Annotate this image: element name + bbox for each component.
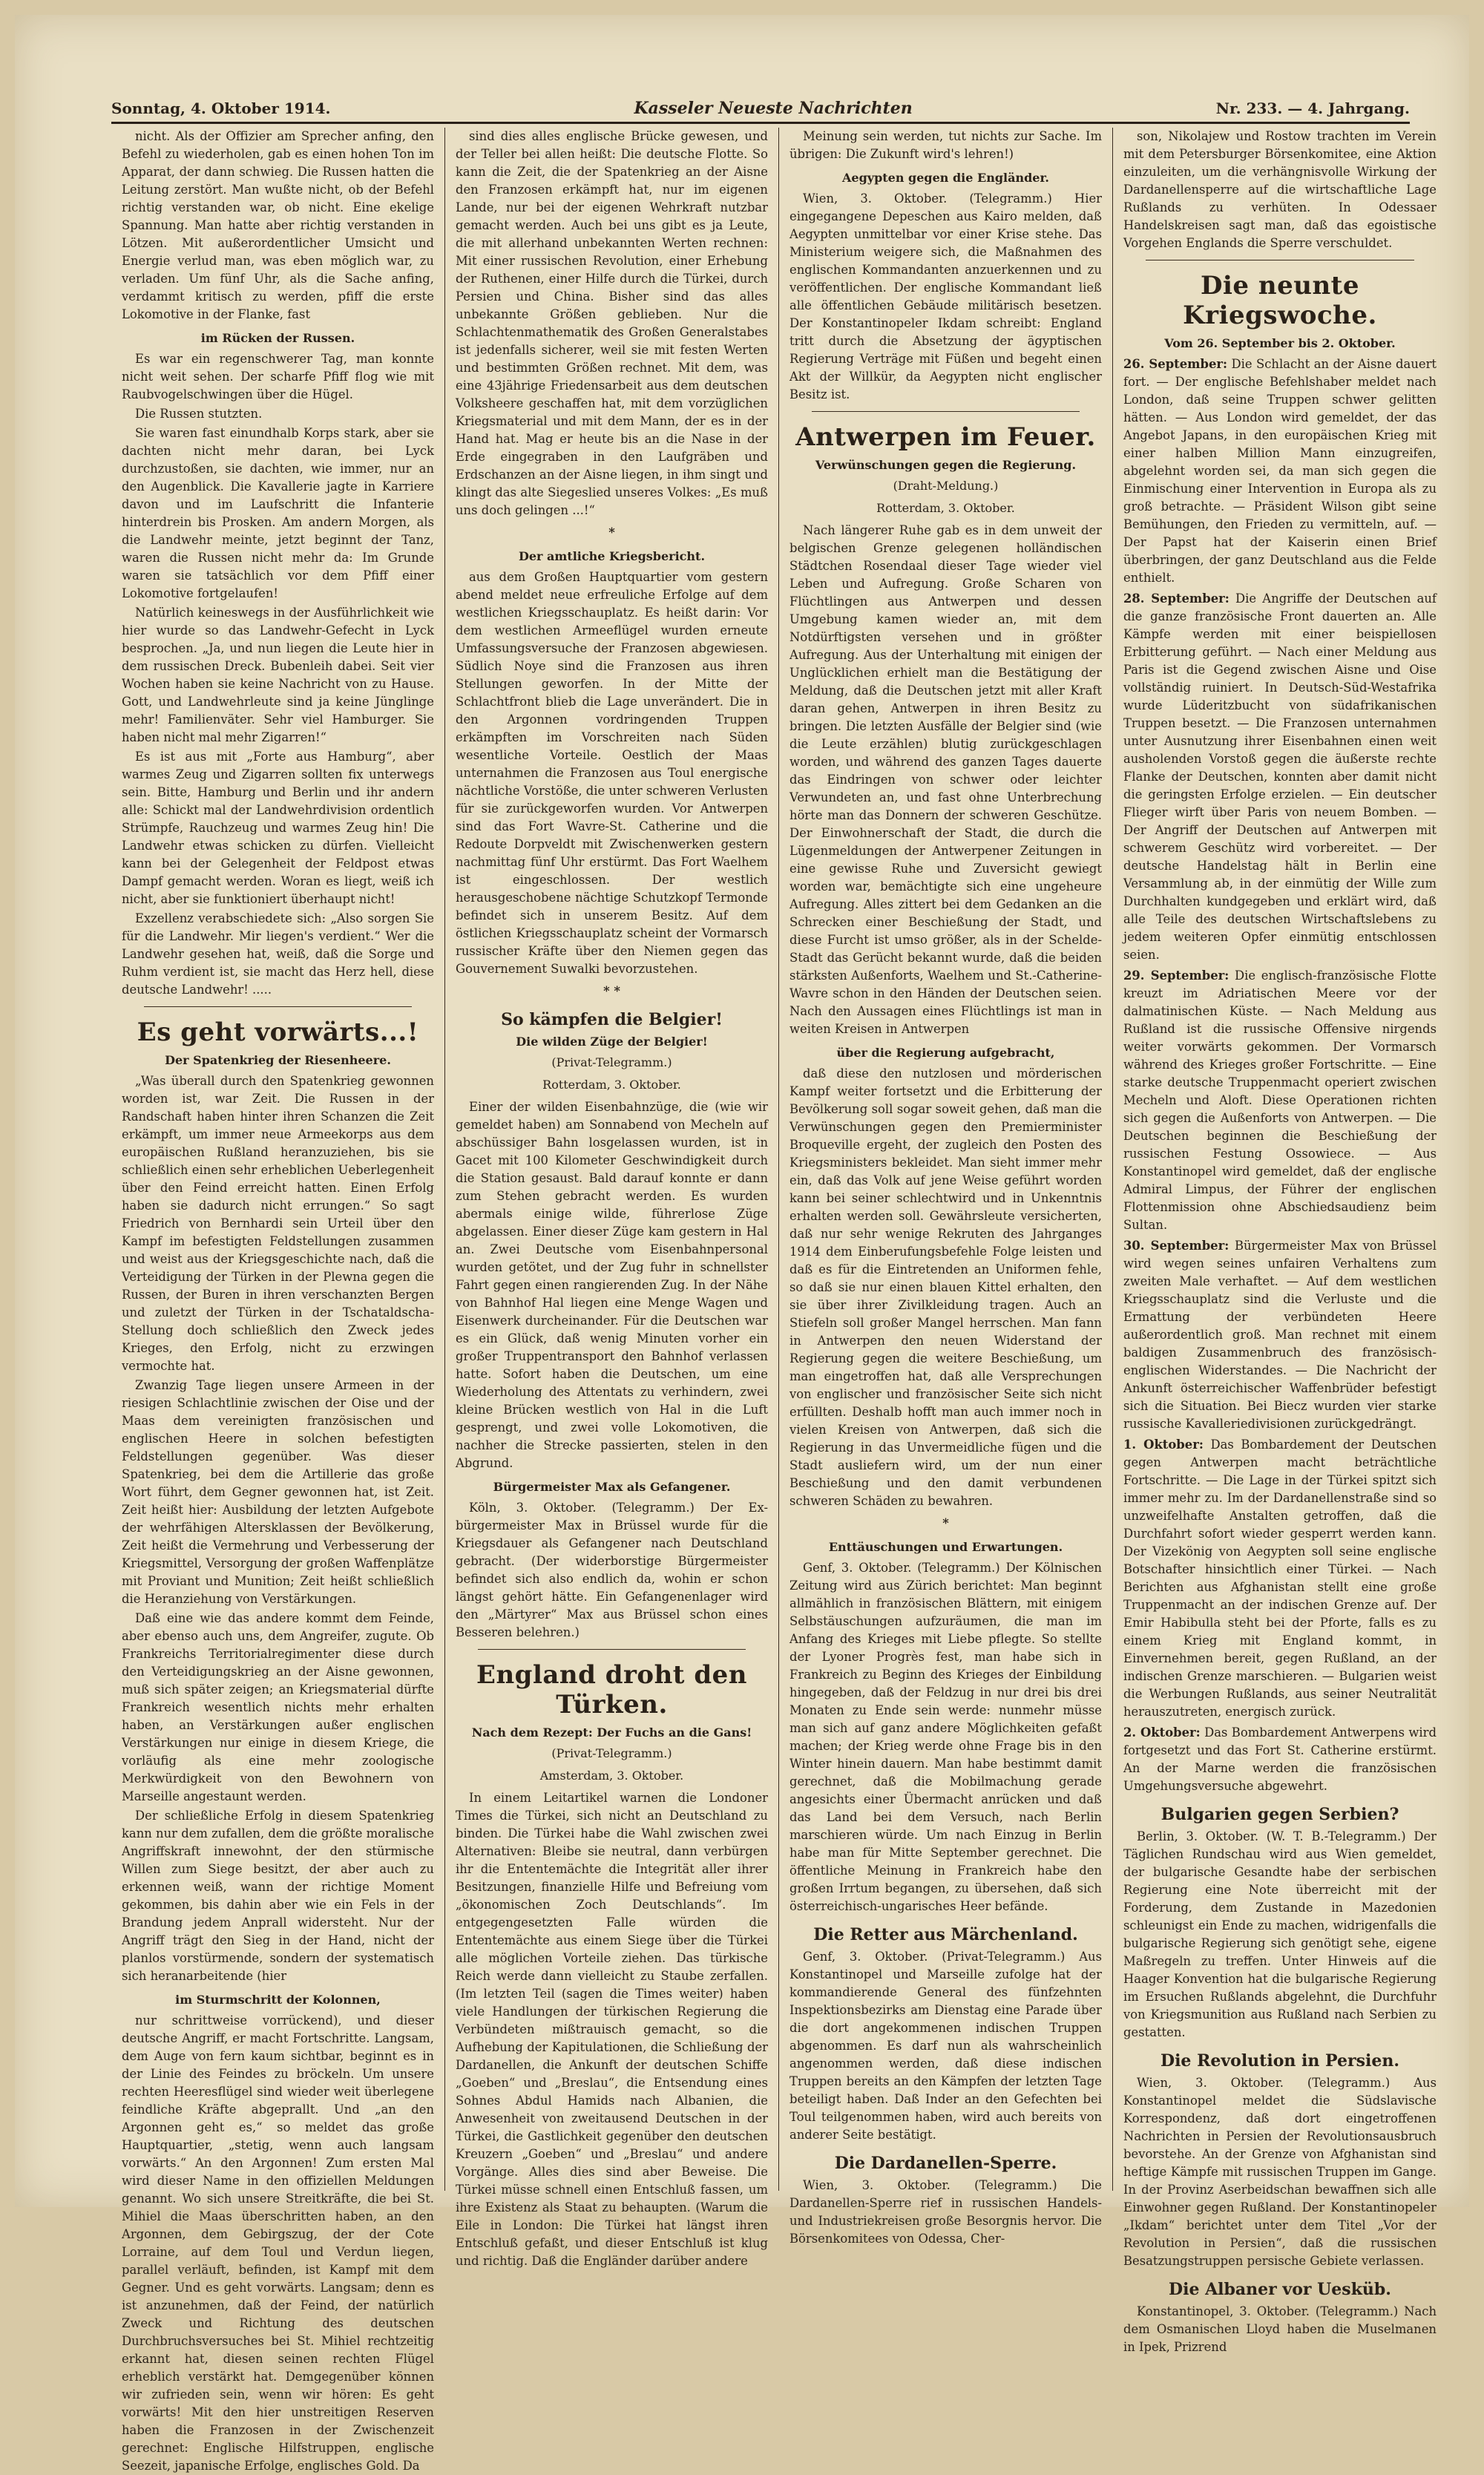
paragraph: sind dies alles englische Brücke gewesen, und der Teller bei allen heißt: Die deutsche Flotte. So kann die Zeit, die der Spatenkrieg an der Aisne den Franzosen erkämpft hat, nur im eigenen Lande, nur bei der eigenen Wehrkraft nutzbar gemacht werden. Auch bei uns gibt es ja Leute, die mit allerhand unbekannten Werten rechnen: Mit einer russischen Revolution, einer Erhebung der Ruthenen, einer Hilfe durch die Türkei, durch Persien und China. Bisher sind das alles unbekannte Größen geblieben. Nur die Schlachtenmathematik des Großen Generalstabes ist jedenfalls sicherer, weil sie mit festen Werten und bestimmten Größen rechnet. Mit dem, was eine 43jährige Friedensarbeit aus dem deutschen Volksheere geschaffen hat, mit dem vorzüglichen Kriegsmaterial und mit dem Mann, der es in der Hand hat. Mag er heute bis an die Nase in der Erde eingegraben in den Laufgräben und Erdschanzen an der Aisne liegen, in ihm singt und klingt das alte Siegeslied unseres Volkes: „Es muß uns doch gelingen ...!“ — [456, 129, 768, 517]
headline-bulgarien: Bulgarien gegen Serbien? — [1160, 1805, 1399, 1824]
column-2 — [445, 128, 779, 2268]
dateline: Amsterdam, 3. Oktober. — [539, 1768, 684, 1783]
source-line: (Privat-Telegramm.) — [551, 1055, 672, 1069]
entry-text: Die Angriffe der Deutschen auf die ganze französische Front dauerten an. Alle Kämpfe werden mit einer beispiellosen Erbitterung geführt. — Nach einer Meldung aus Paris ist die Gegend zwischen Aisne und Oise vollständig ruiniert. In Deutsch-Süd-Westafrika wurde Lüderitzbucht von südafrikanischen Truppen besetzt. — Die Franzosen unternahmen unter Ausnutzung ihrer Eisenbahnen einen weit ausholenden Vorstoß gegen die äußerste rechte Flanke der Deutschen, konnten aber damit nicht die geringsten Erfolge erzielen. — Ein deutscher Flieger wirft über Paris von neuem Bomben. — Der Angriff der Deutschen auf Antwerpen mit schwerem Geschütz wird vorbereitet. — Der deutsche Handelstag hält in Berlin eine Versammlung ab, in der einmütig der Wille zum Durchhalten kundgegeben und erklärt wird, daß alle Teile des deutschen Wirtschaftslebens zu jedem weiteren Opfer einmütig entschlossen seien. — [1123, 591, 1437, 962]
chronicle-entry — [1123, 355, 1437, 587]
headline-enttaeuschungen: Enttäuschungen und Erwartungen. — [828, 1540, 1063, 1554]
paragraph: Daß eine wie das andere kommt dem Feinde, aber ebenso auch uns, dem Angreifer, zugute. Ob Frankreichs Territorialregimenter diese durch den Verteidigungskrieg an der Aisne gewonnen, muß sich später zeigen; an Kriegsmaterial dürfte Frankreich wesentlich nichts mehr erhalten haben, an Verstärkungen außer englischen Verstärkungen nur einige in diesem Kriege, die vorläufig als eine mehr zoologische Merkwürdigkeit von den Bewohnern von Marseille angestaunt werden. — [122, 1611, 434, 1803]
subheadline: Verwünschungen gegen die Regierung. — [815, 458, 1077, 472]
headline-persien: Die Revolution in Persien. — [1160, 2051, 1399, 2071]
headline-dardanellen: Die Dardanellen-Sperre. — [834, 2154, 1057, 2173]
paragraph: son, Nikolajew und Rostow trachten im Verein mit dem Petersburger Börsenkomitee, eine Aktion einzuleiten, um die verhängnisvolle Wirkung der Dardanellensperre auf die wirtschaftliche Lage Rußlands zu verhüten. In Odessaer Handelskreisen sagt man, daß das egoistische Vorgehen Englands die Sperre verschuldet. — [1123, 129, 1437, 250]
subheadline: Die wilden Züge der Belgier! — [516, 1035, 708, 1049]
entry-text: Das Bombardement der Deutschen gegen Antwerpen macht beträchtliche Fortschritte. — Die Lage in der Türkei spitzt sich immer mehr zu. Im der Dardanellenstraße sind so unzweifelhafte Anstalten getroffen, daß die Durchfahrt sofort wieder gesperrt werden kann. Der Vizekönig von Aegypten soll seine englische Botschafter hinsichtlich einer Türkei. — Nach Berichten aus Afghanistan stellt eine große Truppenmacht an der indischen Grenze auf. Der Emir Habibulla steht bei der Pforte, falls es zu einem Krieg mit England kommt, in Einvernehmen bereit, gegen Rußland, an der indischen Grenze marschieren. — Bulgarien weist die Werbungen Rußlands, aus seiner Neutralität herauszutreten, energisch zurück. — [1123, 1438, 1437, 1719]
paragraph: Natürlich keineswegs in der Ausführlichkeit wie hier wurde so das Landwehr-Gefecht in Lyck besprochen. „Ja, und nun liegen die Leute hier in dem russischen Dreck. Bubenleih dabei. Seit vier Wochen haben sie keine Nachricht von zu Hause. Gott, und Landwehrleute sind ja keine Jünglinge mehr! Familienväter. Sehr viel Hamburger. Sie haben nicht mal mehr Zigarren!“ — [122, 606, 434, 744]
paragraph: „Was überall durch den Spatenkrieg gewonnen worden ist, war Zeit. Die Russen in der Randschaft haben hinter ihren Schanzen die Zeit erkämpft, um immer neue Armeekorps aus dem europäischen Rußland heranzuziehen, bis sie schließlich einen sehr erheblichen Ueberlegenheit über den Feind erreicht hatten. Einen Erfolg haben sie dadurch nicht errungen.“ So sagt Friedrich von Bernhardi sein Urteil über den Kampf im befestigten Feldstellungen zusammen und weist aus der Kriegsgeschichte nach, daß die Verteidigung der Türken in der Plewna gegen die Russen, der Buren in ihren verschanzten Bergen und zuletzt der Türken in der Tschataldscha-Stellung doch schließlich den Zweck jedes Krieges, den Erfolg, nicht zu erzwingen vermochte hat. — [122, 1074, 434, 1373]
paragraph: Zwanzig Tage liegen unsere Armeen in der riesigen Schlachtlinie zwischen der Oise und der Maas dem vereinigten französischen und englischen Heere in solchen befestigten Feldstellungen gegenüber. Was dieser Spatenkrieg, bei dem die Artillerie das große Wort führt, dem Gegner gewonnen hat, ist Zeit. Zeit heißt hier: Ausbildung der letzten Aufgebote der wehrfähigen Altersklassen der Bevölkerung, Zeit heißt die Vermehrung und Verbesserung der Kriegsmittel, Versorgung der großen Waffenplätze mit Proviant und Munition; Zeit heißt schließlich die Heranziehung von Verstärkungen. — [122, 1378, 434, 1606]
chronicle-entry — [1123, 967, 1437, 1234]
column-4 — [1113, 128, 1447, 2354]
entry-date: 1. Oktober: — [1123, 1438, 1204, 1452]
headline-belgier: So kämpfen die Belgier! — [501, 1010, 723, 1029]
chronicle-entry — [1123, 590, 1437, 964]
divider — [812, 411, 1080, 412]
subheadline: Nach dem Rezept: Der Fuchs an die Gans! — [471, 1725, 752, 1740]
headline-retter: Die Retter aus Märchenland. — [813, 1925, 1078, 1944]
subheadline: Vom 26. September bis 2. Oktober. — [1164, 336, 1396, 350]
subheading: im Sturmschritt der Kolonnen, — [175, 1993, 381, 2007]
entry-text: Die englisch-französische Flotte kreuzt im Adriatischen Meere vor der dalmatinischen Küste. — Nach Meldung aus Rußland ist die russische Offensive nirgends weiter vorwärts gekommen. Der Vormarsch während des Krieges großer Fortschritte. — Eine starke deutsche Truppenmacht operiert zwischen Mecheln und Aloft. Diese Operationen richten sich gegen die Außenforts von Antwerpen. — Die Deutschen beginnen die Beschießung der russischen Festung Ossowiece. — Aus Konstantinopel wird gemeldet, daß der englische Admiral Limpus, der Führer der englischen Flottenmission ohne Abschiedsaudienz beim Sultan. — [1123, 968, 1437, 1232]
paragraph: Nach längerer Ruhe gab es in dem unweit der belgischen Grenze gelegenen holländischen Städtchen Rosendaal dieser Tage wieder viel Leben und Aufregung. Große Scharen von Flüchtlingen aus Antwerpen und dessen Umgebung kamen wieder an, mit dem Notdürftigsten versehen und in größter Aufregung. Aus der Unterhaltung mit einigen der Unglücklichen erhielt man die Bestätigung der Meldung, daß die Deutschen jetzt mit aller Kraft daran gehen, Antwerpen in ihren Besitz zu bringen. Die letzten Ausfälle der Belgier sind (wie die Leute erzählen) blutig zurückgeschlagen worden, und während des ganzen Tages dauerte das Eindringen von schwer oder leichter Verwundeten an, und fast ohne Unterbrechung hörte man das Donnern der schweren Geschütze. Der Einwohnerschaft der Stadt, die durch die Lügenmeldungen der Antwerpener Zeitungen in eine gewisse Ruhe und Zuversicht gewiegt worden war, bemächtigte sich eine ungeheure Aufregung. Alles zittert bei dem Gedanken an die Schrecken einer Beschießung der Stadt, und diese Furcht ist umso größer, als in der Schelde-Stadt das Gerücht bekannt wurde, daß die beiden stärksten Außenforts, Waelhem und St.-Catherine-Wavre schon in den Händen der Deutschen seien. Nach den Aussagen eines Flüchtlings ist man in weiten Kreisen in Antwerpen — [789, 523, 1102, 1036]
dateline: Rotterdam, 3. Oktober. — [876, 501, 1015, 515]
entry-date: 26. September: — [1123, 357, 1228, 371]
star-separator: * * — [603, 984, 620, 998]
dateline: Rotterdam, 3. Oktober. — [542, 1078, 681, 1092]
paragraph: Es war ein regenschwerer Tag, man konnte nicht weit sehen. Der scharfe Pfiff flog wie mit Raubvogelschwingen über die Hügel. — [122, 352, 434, 401]
headline-kriegsbericht: Der amtliche Kriegsbericht. — [518, 549, 706, 563]
paragraph: Der schließliche Erfolg in diesem Spatenkrieg kann nur dem zufallen, dem die größte moralische Angriffskraft innewohnt, der den stürmische Willen zum Siege besitzt, der aber auch zu erkennen weiß, wann der richtige Moment gekommen, bis dahin aber wie ein Fels in der Brandung jedem Anprall widersteht. Nur der Angriff trägt den Sieg in der Hand, nicht der planlos vorstürmende, sondern der systematisch sich heranarbeitende (hier — [122, 1809, 434, 1983]
paragraph: nur schrittweise vorrückend), und dieser deutsche Angriff, er macht Fortschritte. Langsam, dem Auge von fern kaum sichtbar, beginnt es in der Linie des Feindes zu bröckeln. Um unsere rechten Heeresflügel sind wieder weit überlegene feindliche Kräfte abgeprallt. Und „an den Argonnen geht es,“ so meldet das große Hauptquartier, „stetig, wenn auch langsam vorwärts.“ An den Argonnen! Zum ersten Mal wird dieser Name in den offiziellen Meldungen genannt. Wo sich unsere Streitkräfte, die bei St. Mihiel die Maas überschritten haben, an den Argonnen, dem Gebirgszug, der der Cote Lorraine, auf dem Toul und Verdun liegen, parallel verläuft, befinden, ist Kampf mit dem Gegner. Und es geht vorwärts. Langsam; denn es ist anzunehmen, daß der Feind, der natürlich Zweck und Richtung des deutschen Durchbruchsversuches bei St. Mihiel rechtzeitig erkannt hat, diesen seinen rechten Flügel erheblich verstärkt hat. Demgegenüber können wir zufrieden sein, wenn wir hören: Es geht vorwärts! Mit den hier unstreitigen Reserven haben die Franzosen in der Zwischenzeit gerechnet: Englische Hilfstruppen, englische Seezeit, japanische Erfolge, englisches Gold. Da — [122, 2013, 434, 2473]
subheadline-spatenkrieg: Der Spatenkrieg der Riesenheere. — [165, 1053, 391, 1067]
source-line: (Privat-Telegramm.) — [551, 1746, 672, 1760]
headline-england: England droht den Türken. — [476, 1660, 747, 1720]
newspaper-page — [15, 15, 1469, 2473]
headline-aegypten: Aegypten gegen die Engländer. — [842, 171, 1049, 185]
paragraph: daß diese den nutzlosen und mörderischen Kampf weiter fortsetzt und die Erbitterung der Bevölkerung soll sogar soweit gehen, daß man die Verwünschungen gegen den Premierminister Broqueville ergeht, der zugleich den Posten des Kriegsministers bekleidet. Man sieht immer mehr ein, daß das Volk auf jene Weise geführt worden kann bei seiner schlechtwird und in Unkenntnis erhalten werden soll. Gewährsleute versicherten, daß nur sehr wenige Rekruten des Jahrganges 1914 dem Einberufungsbefehle Folge leisten und daß es für die Eintretenden an Uniformen fehle, so daß sie nur einen blauen Kittel erhalten, den sie über ihrer Zivilkleidung tragen. Auch an Stiefeln soll großer Mangel herrschen. Man fann in Antwerpen den neuen Widerstand der Regierung gegen die weitere Beschießung, um man eingetroffen hat, daß alle Versprechungen von englischer und französischer Seite sich nicht erfüllten. Deshalb hofft man auch immer noch in vielen Kreisen von Antwerpen, daß sich die Regierung in das Unvermeidliche fügen und die Stadt ausliefern wird, um der nun einer Beschießung und den damit verbundenen schweren Schäden zu bewahren. — [789, 1066, 1102, 1508]
column-3 — [779, 128, 1113, 2246]
column-1 — [111, 128, 445, 2473]
headline-vorwaerts: Es geht vorwärts...! — [137, 1017, 419, 1047]
paragraph: aus dem Großen Hauptquartier vom gestern abend meldet neue erfreuliche Erfolge auf dem westlichen Kriegsschauplatz. Es heißt darin: Vor dem westlichen Armeeflügel wurden erneute Umfassungsversuche der Franzosen abgewiesen. Südlich Noye sind die Franzosen aus ihren Stellungen geworfen. In der Mitte der Schlachtfront blieb die Lage unverändert. Die in den Argonnen vordringenden Truppen erkämpften im Vorschreiten nach Süden wesentliche Vorteile. Oestlich der Maas unternahmen die Franzosen aus Toul energische nächtliche Vorstöße, die unter schweren Verlusten für sie zurückgeworfen wurden. Vor Antwerpen sind das Fort Wavre-St. Catherine und die Redoute Dorpveldt mit Zwischenwerken gestern nachmittag fünf Uhr erstürmt. Das Fort Waelhem ist eingeschlossen. Der westlich herausgeschobene nächtige Schutzkopf Termonde befindet sich in unserem Besitz. Auf dem östlichen Kriegsschauplatz scheint der Vormarsch russischer Kräfte über den Niemen gegen das Gouvernement Suwalki bevorzustehen. — [456, 570, 768, 976]
divider — [144, 1006, 412, 1007]
chronicle-entry — [1123, 1436, 1437, 1721]
paragraph: In einem Leitartikel warnen die Londoner Times die Türkei, sich nicht an Deutschland zu binden. Die Türkei habe die Wahl zwischen zwei Alternativen: Bleibe sie neutral, dann verbürgen ihr die Ententemächte die Integrität aller ihrer Besitzungen, finanzielle Hilfe und Befreiung vom „ökonomischen Zoch Deutschlands“. Im entgegengesetzten Falle würden die Ententemächte aus einem Siege über die Türkei alle möglichen Vorteile ziehen. Das türkische Reich werde dann vielleicht zu Staube zerfallen. (Im letzten Teil (sagen die Times weiter) haben viele Handlungen der türkischen Regierung die Verbündeten mißtrauisch gemacht, so die Aufhebung der Kapitulationen, die Schließung der Dardanellen, die Ankunft der deutschen Schiffe „Goeben“ und „Breslau“, die Entsendung eines Sohnes Abdul Hamids nach Albanien, die Anwesenheit von zweitausend Deutschen in der Türkei, die Gastlichkeit gegenüber den deutschen Kreuzern „Goeben“ und „Breslau“ und andere Vorgänge. Alles dies sind aber Beweise. Die Türkei müsse schnell einen Entschluß fassen, um ihre Existenz als Staat zu behaupten. (Warum die Eile in London: Die Türkei hat längst ihren Entschluß gefaßt, und dieser Entschluß ist klug und richtig. Daß die Engländer darüber andere — [456, 1791, 768, 2268]
paragraph: Es ist aus mit „Forte aus Hamburg“, aber warmes Zeug und Zigarren sollten fix unterwegs sein. Bitte, Hamburg und Berlin und ihr andern alle: Schickt mal der Landwehrdivision ordentlich Strümpfe, Rauchzeug und warmes Zeug hin! Die Landwehr etwas schicken zu dürfen. Vielleicht kann bei der Gelegenheit der Feldpost etwas Dampf gemacht werden. Woran es liegt, weiß ich nicht, aber sie funktioniert überhaupt nicht! — [122, 750, 434, 906]
paragraph: Die Russen stutzten. — [135, 407, 263, 421]
star-separator: * — [942, 1516, 949, 1530]
subheading: über die Regierung aufgebracht, — [836, 1046, 1055, 1060]
chronicle-entry — [1123, 1724, 1437, 1795]
header-date: Sonntag, 4. Oktober 1914. — [111, 99, 331, 117]
entry-date: 29. September: — [1123, 968, 1229, 983]
chronicle-entry — [1123, 1237, 1437, 1433]
entry-date: 28. September: — [1123, 591, 1229, 606]
paragraph: Wien, 3. Oktober. (Telegramm.) Aus Konstantinopel meldet die Südslavische Korrespondenz, daß dort eingetroffenen Nachrichten in Persien der Revolutionsausbruch bevorstehe. An der Grenze von Afghanistan sind heftige Kämpfe mit russischen Truppen im Gange. In der Provinz Aserbeidschan bewaffnen sich alle Einwohner gegen Rußland. Der Konstantinopeler „Ikdam“ berichtet unter dem Titel „Vor der Revolution in Persien“, daß die russischen Besatzungstruppen persische Gebiete verlassen. — [1123, 2076, 1437, 2268]
masthead — [111, 95, 1410, 124]
paragraph: nicht. Als der Offizier am Sprecher anfing, den Befehl zu wiederholen, gab es einen hohen Ton im Apparat, der dann schwieg. Die Russen hatten die Leitung zerstört. Man wußte nicht, ob der Befehl richtig verstanden war, ob nicht. Eine ekelige Spannung. Man hatte aber richtig verstanden in Lötzen. Mit außerordentlicher Umsicht und Energie verlud man, was eben möglich war, zu verladen. Um fünf Uhr, als die Sache anfing, verdammt kritisch zu werden, pfiff die erste Lokomotive in der Flanke, fast — [122, 129, 434, 321]
paragraph: Meinung sein werden, tut nichts zur Sache. Im übrigen: Die Zukunft wird's lehren!) — [789, 129, 1102, 161]
entry-text: Das Bombardement Antwerpens wird fortgesetzt und das Fort St. Catherine erstürmt. An der Marne werden die französischen Umgehungsversuche abgewehrt. — [1123, 1725, 1437, 1793]
entry-date: 2. Oktober: — [1123, 1725, 1201, 1740]
paragraph: Konstantinopel, 3. Oktober. (Telegramm.) Nach dem Osmanischen Lloyd haben die Muselmanen in Ipek, Prizrend — [1123, 2304, 1437, 2354]
header-paper-title: Kasseler Neueste Nachrichten — [634, 99, 913, 118]
headline-kriegswoche: Die neunte Kriegswoche. — [1183, 271, 1377, 330]
paragraph: Genf, 3. Oktober. (Telegramm.) Der Kölnischen Zeitung wird aus Zürich berichtet: Man beginnt allmählich in französischen Blättern, mit einigem Selbstäuschungen aufzuräumen, die man im Anfang des Krieges mit Liebe pflegte. So stellte der Lyoner Progrès fest, man habe sich in Frankreich zu Beginn des Krieges der Einbildung hingegeben, daß der Feldzug in nur drei bis drei Monaten zu Ende sein werde: nunmehr müsse man sich auf ganz andere Möglichkeiten gefaßt machen; der Krieg werde ohne Frage bis in den Winter hinein dauern. Man habe bestimmt damit gerechnet, daß die Mobilmachung gerade angesichts einer Übermacht anrücken und daß das Land bei dem Versuch, nach Berlin marschieren würde. Um nach Einzug in Berlin habe man für Mitte September gerechnet. Die öffentliche Meinung in Frankreich habe den großen Irrtum begangen, zu übersehen, daß sich österreichisch-ungarisches Heer befände. — [789, 1561, 1102, 1913]
header-issue: Nr. 233. — 4. Jahrgang. — [1215, 99, 1410, 117]
paragraph: Sie waren fast einundhalb Korps stark, aber sie dachten nicht mehr daran, bei Lyck durchzustoßen, sie dachten, wie immer, nur an den Augenblick. Die Kavallerie jagte in Karriere davon und im Laufschritt die Infanterie hinterdrein bis Prosken. Am andern Morgen, als die Landwehr meinte, jetzt beginnt der Tanz, waren die Russen nicht mehr da: Im Grunde waren sie tatsächlich vor dem Pfiff einer Lokomotive fortgelaufen! — [122, 426, 434, 600]
paragraph: Berlin, 3. Oktober. (W. T. B.-Telegramm.) Der Täglichen Rundschau wird aus Wien gemeldet, der bulgarische Gesandte habe der serbischen Regierung eine Note überreicht mit der Forderung, dem Zustande in Mazedonien schleunigst ein Ende zu machen, widrigenfalls die bulgarische Regierung sich genötigt sehe, eigene Maßregeln zu treffen. Unter Hinweis auf die Haager Konvention hat die bulgarische Regierung im Ersuchen Rußlands abgelehnt, die Durchfuhr von Kriegsmunition aus Rußland nach Serbien zu gestatten. — [1123, 1829, 1437, 2039]
source-line: (Draht-Meldung.) — [893, 479, 999, 493]
subheading: im Rücken der Russen. — [200, 331, 355, 345]
paragraph: Wien, 3. Oktober. (Telegramm.) Hier eingegangene Depeschen aus Kairo melden, daß Aegypten unmittelbar vor einer Krise stehe. Das Ministerium weigere sich, die Maßnahmen des englischen Kommandanten anzuerkennen und zu veröffentlichen. Der englische Kommandant ließ alle öffentlichen Gebäude militärisch besetzen. Der Konstantinopeler Ikdam schreibt: England tritt durch die Absetzung der ägyptischen Regierung Verträge mit Füßen und begeht einen Akt der Willkür, da Aegypten nicht englischer Besitz ist. — [789, 191, 1102, 401]
headline-max: Bürgermeister Max als Gefangener. — [493, 1480, 731, 1494]
article-columns — [111, 128, 1447, 2473]
paragraph: Exzellenz verabschiedete sich: „Also sorgen Sie für die Landwehr. Mir liegen's verdient.“ Wer die Landwehr gesehen hat, weiß, daß die Sorge und Ruhm verdient ist, sie macht das Herz hell, diese deutsche Landwehr! ..... — [122, 911, 434, 997]
divider — [478, 1649, 746, 1650]
entry-text: Bürgermeister Max von Brüssel wird wegen seines unfairen Verhaltens zum zweiten Male verhaftet. — Auf dem westlichen Kriegsschauplatz sind die Verluste und die Ermattung der verbündeten Heere außerordentlich groß. Man rechnet mit einem baldigen Zusammenbruch des französisch-englischen Widerstandes. — Die Nachricht der Ankunft österreichischer Waffenbrüder befestigt sich die Situation. Bei Biecz wurden vier starke russische Kavalleriedivisionen zurückgedrängt. — [1123, 1239, 1437, 1431]
headline-albaner: Die Albaner vor Uesküb. — [1169, 2280, 1391, 2299]
entry-text: Die Schlacht an der Aisne dauert fort. — Der englische Befehlshaber meldet nach London, daß seine Truppen schwer gelitten hätten. — Aus London wird gemeldet, der das Angebot Japans, in den europäischen Krieg mit einer halben Million Mann einzugreifen, abgelehnt worden sei, da man sich gegen die Einmischung einer Intervention in Europa als zu groß betrachte. — Präsident Wilson gibt seine Bemühungen, den Frieden zu vermitteln, auf. — Der Papst hat der Kaiserin einen Brief überbringen, der ganz Deutschland aus die Felde enthielt. — [1123, 357, 1437, 585]
entry-date: 30. September: — [1123, 1239, 1229, 1253]
paragraph: Wien, 3. Oktober. (Telegramm.) Die Dardanellen-Sperre rief in russischen Handels- und Industriekreisen große Besorgnis hervor. Die Börsenkomitees von Odessa, Cher- — [789, 2178, 1102, 2246]
star-separator: * — [608, 525, 615, 540]
headline-antwerpen: Antwerpen im Feuer. — [795, 422, 1096, 452]
paragraph: Genf, 3. Oktober. (Privat-Telegramm.) Aus Konstantinopel und Marseille zufolge hat der kommandierende General des fünfzehnten Inspektionsbezirks am Dienstag eine Parade über die dort angekommenen indischen Truppen abgenommen. Es darf nun als wahrscheinlich angenommen werden, daß diese indischen Truppen bereits an den Kämpfen der letzten Tage beteiligt haben. Daß Inder an den Gefechten bei Toul teilgenommen haben, wird auch bereits von anderer Seite bestätigt. — [789, 1950, 1102, 2142]
paragraph: Köln, 3. Oktober. (Telegramm.) Der Ex-bürgermeister Max in Brüssel wurde für die Kriegsdauer als Gefangener nach Deutschland gebracht. (Der widerborstige Bürgermeister befindet sich also endlich da, wohin er schon längst gehört hätte. Ein Gefangenenlager wird den „Märtyrer“ Max aus Brüssel schon eines Besseren belehren.) — [456, 1501, 768, 1639]
paragraph: Einer der wilden Eisenbahnzüge, die (wie wir gemeldet haben) am Sonnabend von Mecheln auf abschüssiger Bahn losgelassen wurden, ist in Gacet mit 100 Kilometer Geschwindigkeit durch die Station gesaust. Bald darauf konnte er dann zum Stehen gebracht werden. Es wurden abermals einige wilde, führerlose Züge abgelassen. Einer dieser Züge kam gestern in Hal an. Zwei Deutsche vom Eisenbahnpersonal wurden getötet, und der Zug fuhr in schnellster Fahrt gegen einen rangierenden Zug. In der Nähe von Bahnhof Hal liegen eine Menge Wagen und Eisenwerk durcheinander. Für die Deutschen war es ein Glück, daß wenig Minuten vorher ein großer Truppentransport den Bahnhof verlassen hatte. Sofort haben die Deutschen, um eine Wiederholung des Attentats zu verhindern, zwei kleine Brücken westlich von Hal in die Luft gesprengt, und zwei volle Lokomotiven, die nachher die Strecke passierten, stelen in den Abgrund. — [456, 1100, 768, 1470]
